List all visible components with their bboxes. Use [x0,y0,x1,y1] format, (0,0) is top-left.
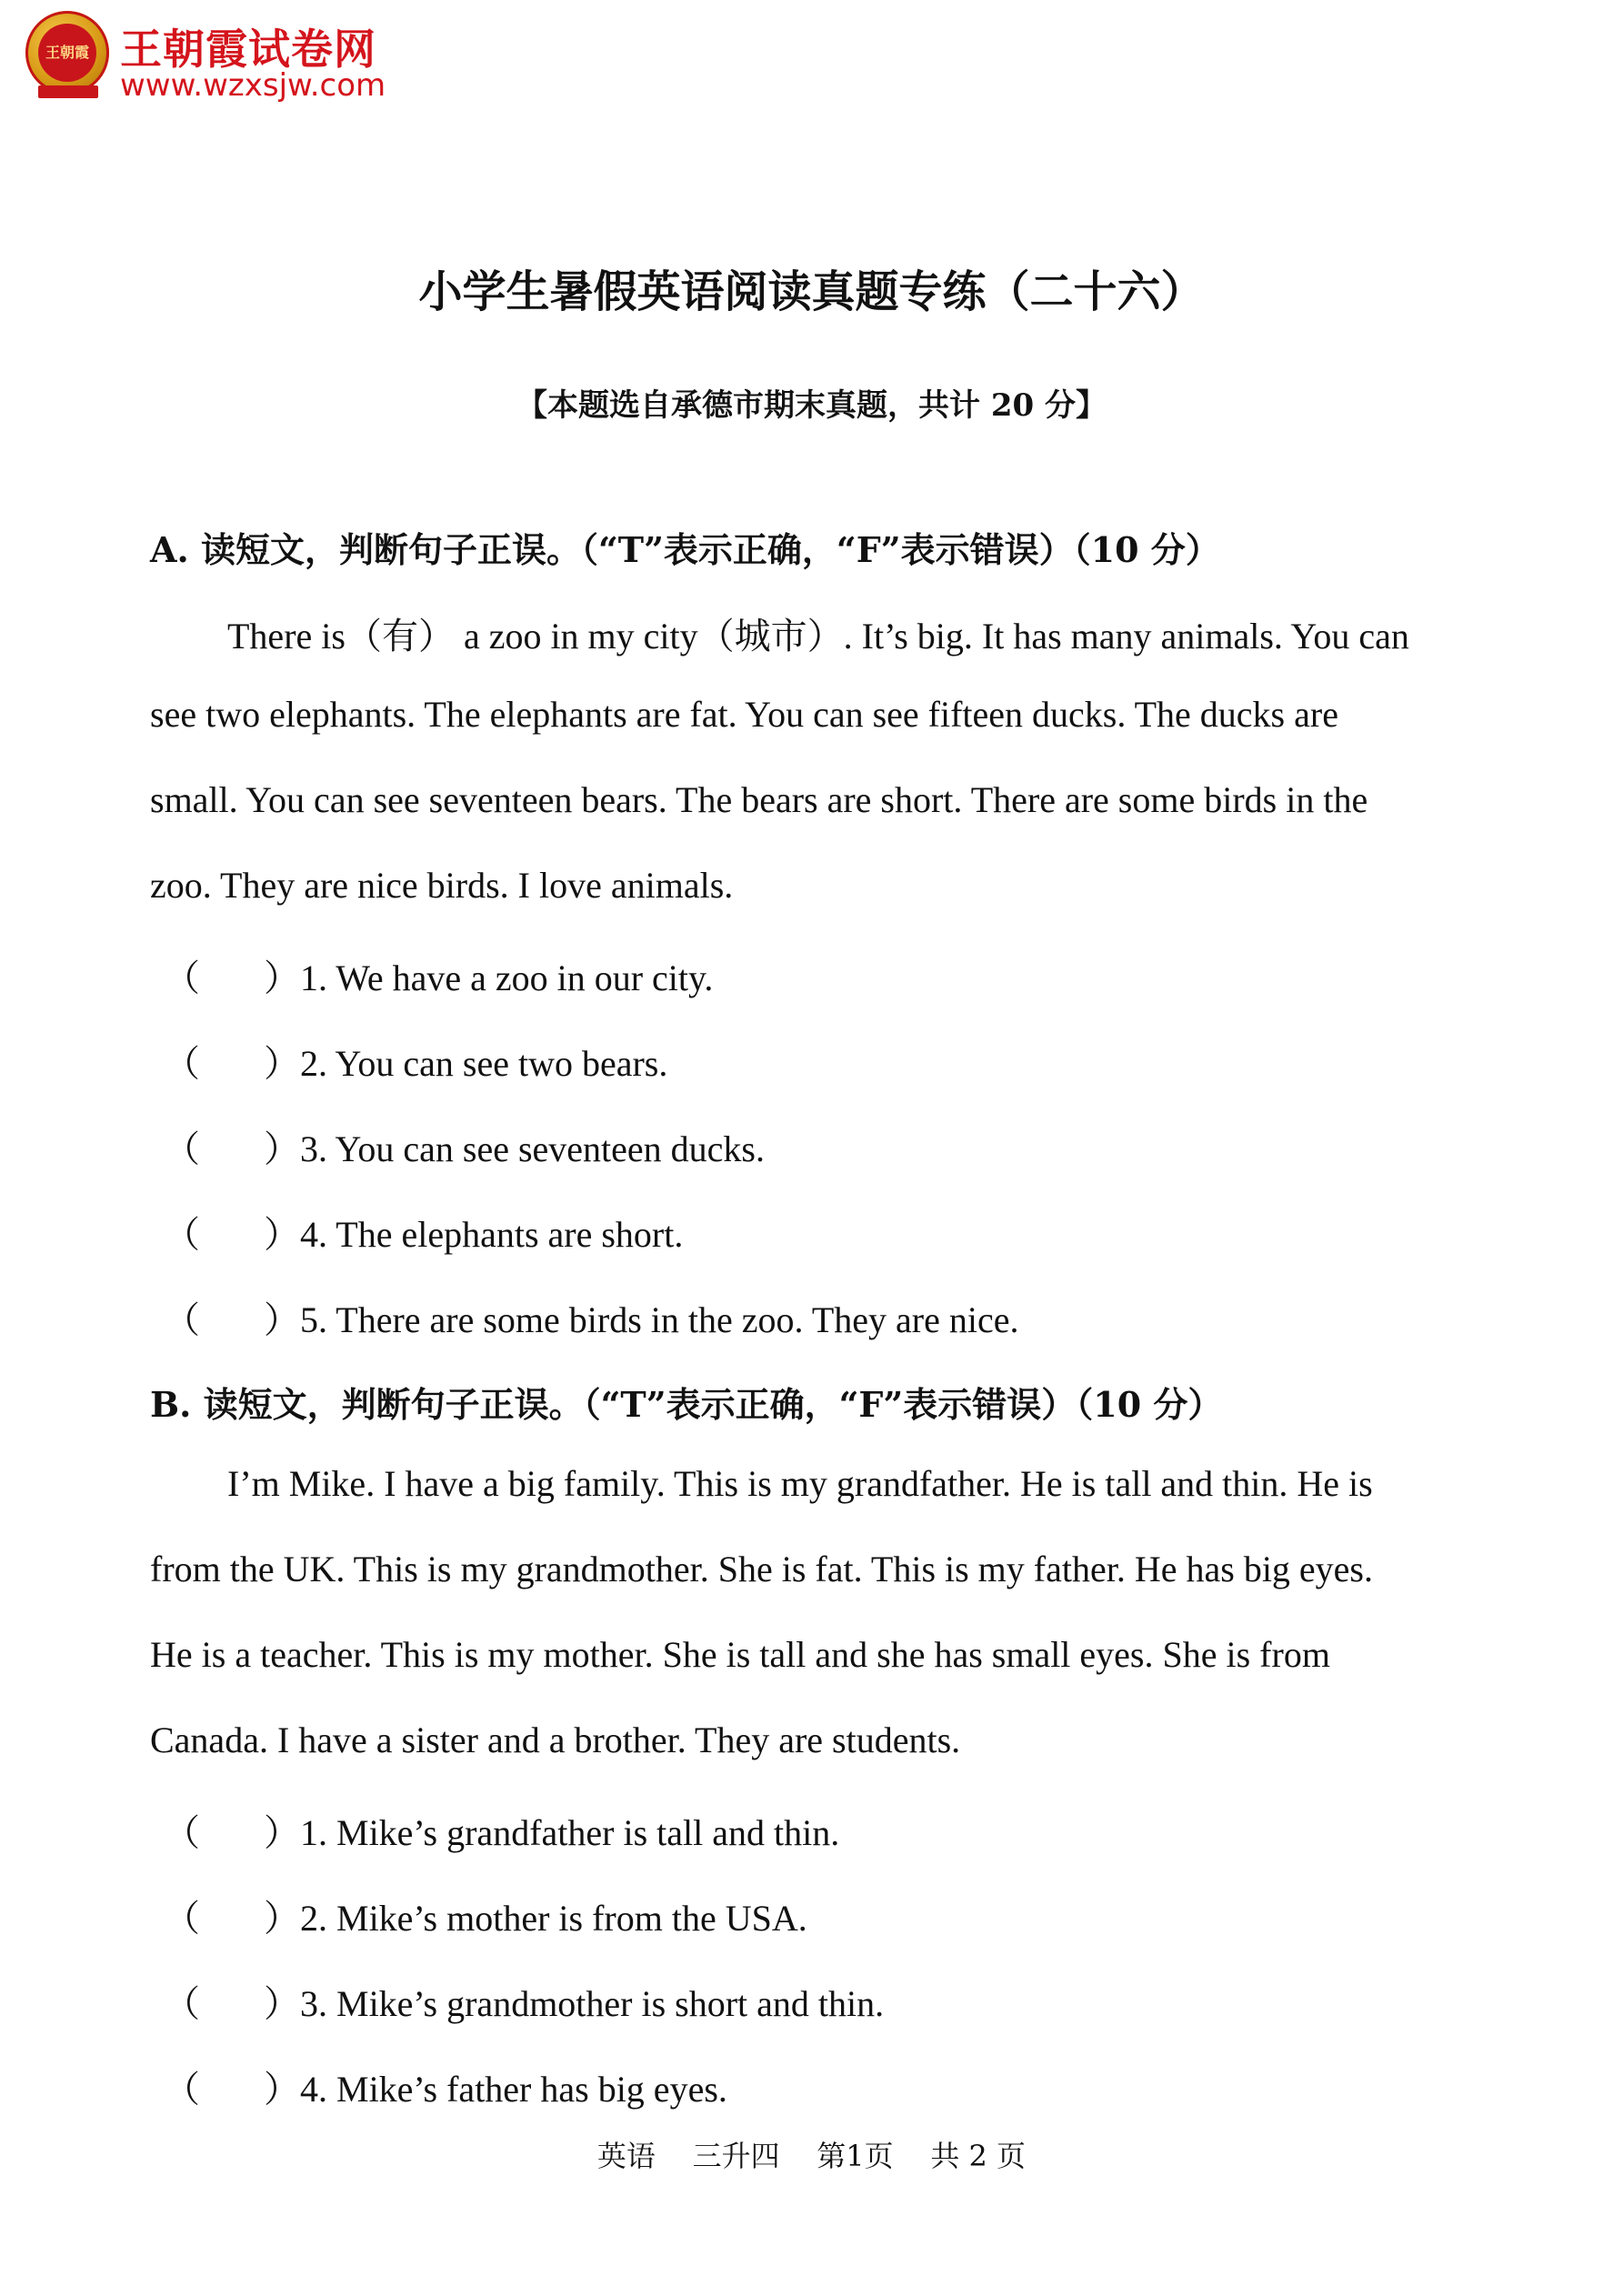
logo-badge-text: 王朝霞 [38,24,96,82]
answer-blank-close: ） [264,1983,300,2024]
answer-blank-open[interactable]: （ [164,1128,200,1169]
answer-blank-open[interactable]: （ [164,1043,200,1084]
question-text: 1. We have a zoo in our city. [300,958,714,998]
logo-ribbon [38,85,98,98]
passage-b-line: Canada. I have a sister and a brother. They are students. [150,1719,961,1760]
site-logo [25,11,407,102]
question-text: 5. There are some birds in the zoo. They are nice. [300,1299,1019,1340]
passage-a-line: zoo. They are nice birds. I love animals. [150,865,734,906]
answer-blank-close: ） [264,1043,300,1084]
answer-blank-close: ） [264,1128,300,1169]
question-b-4 [164,2060,727,2112]
answer-blank-open[interactable]: （ [164,1898,200,1939]
section-a-heading: A. 读短文，判断句子正误。（“T”表示正确，“F”表示错误）（10 分） [150,529,1220,570]
question-a-2 [164,1035,667,1087]
page-title: 小学生暑假英语阅读真题专练（二十六） [418,266,1205,317]
answer-blank-close: ） [264,1812,300,1853]
passage-b-line: He is a teacher. This is my mother. She is tall and she has small eyes. She is from [150,1634,1330,1675]
passage-a-line: There is（有） a zoo in my city（城市）. It’s big. It has many animals. You can [227,616,1409,657]
passage-a-line: see two elephants. The elephants are fat. You can see fifteen ducks. The ducks are [150,694,1338,735]
logo-url: www.wzxsjw.com [120,67,386,104]
question-a-4 [164,1206,683,1258]
question-b-1 [164,1804,839,1856]
question-text: 2. You can see two bears. [300,1043,668,1084]
answer-blank-close: ） [264,2069,300,2110]
answer-blank-close: ） [264,1898,300,1939]
answer-blank-close: ） [264,1299,300,1340]
answer-blank-open[interactable]: （ [164,1983,200,2024]
answer-blank-open[interactable]: （ [164,1299,200,1340]
answer-blank-close: ） [264,1214,300,1255]
logo-badge-icon [25,11,109,95]
question-text: 1. Mike’s grandfather is tall and thin. [300,1812,840,1853]
question-text: 2. Mike’s mother is from the USA. [300,1898,807,1939]
section-b-heading: B. 读短文，判断句子正误。（“T”表示正确，“F”表示错误）（10 分） [150,1384,1223,1425]
question-a-5 [164,1291,1018,1343]
question-text: 3. You can see seventeen ducks. [300,1128,765,1169]
passage-a-line: small. You can see seventeen bears. The bears are short. There are some birds in the [150,779,1368,820]
answer-blank-close: ） [264,958,300,998]
question-a-3 [164,1120,765,1172]
page-footer: 英语 三升四 第1页 共 2 页 [596,2139,1027,2173]
question-text: 4. The elephants are short. [300,1214,684,1255]
source-note: 【本题选自承德市期末真题，共计 20 分】 [516,387,1107,424]
answer-blank-open[interactable]: （ [164,1214,200,1255]
question-a-1 [164,949,713,1001]
answer-blank-open[interactable]: （ [164,1812,200,1853]
question-text: 4. Mike’s father has big eyes. [300,2069,727,2110]
question-b-2 [164,1890,807,1941]
question-text: 3. Mike’s grandmother is short and thin. [300,1983,885,2024]
passage-b-line: from the UK. This is my grandmother. She is fat. This is my father. He has big eyes. [150,1549,1373,1589]
logo-name: 王朝霞试卷网 [120,25,376,74]
answer-blank-open[interactable]: （ [164,958,200,998]
passage-b-line: I’m Mike. I have a big family. This is my grandfather. He is tall and thin. He is [227,1463,1373,1504]
question-b-3 [164,1975,884,2027]
answer-blank-open[interactable]: （ [164,2069,200,2110]
